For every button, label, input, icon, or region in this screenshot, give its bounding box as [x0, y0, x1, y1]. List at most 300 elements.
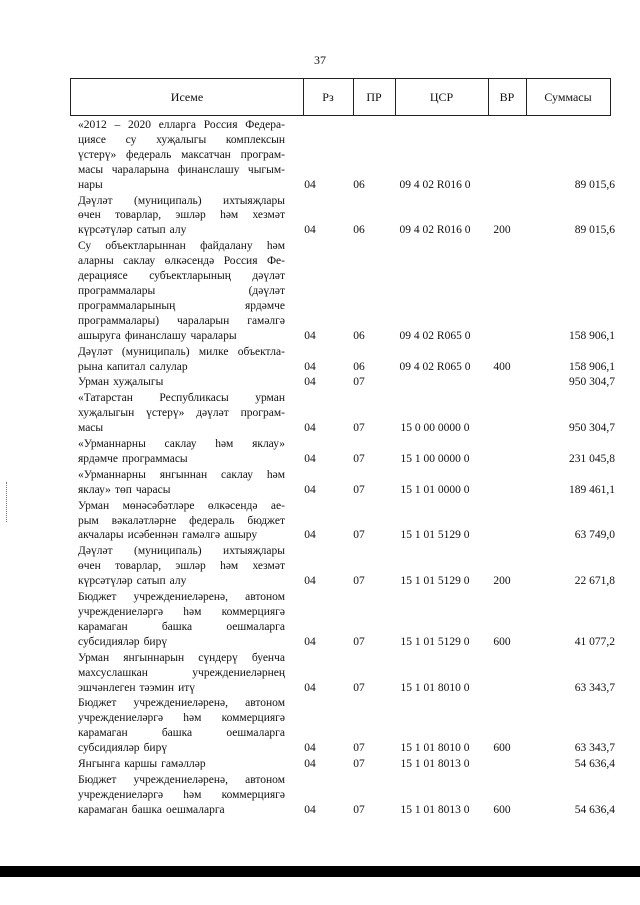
name-word: ихтыяҗлары — [223, 545, 285, 558]
name-word: Фе- — [266, 255, 285, 268]
name-word: һәм — [215, 438, 234, 451]
name-word: елларга — [158, 119, 196, 131]
row-pr: 07 — [353, 758, 365, 771]
name-word: һәм — [220, 209, 239, 222]
name-word: дәүләт — [252, 270, 285, 283]
row-name-line — [78, 421, 285, 436]
name-word: (муниципаль) — [121, 345, 190, 358]
row-name-line — [78, 544, 285, 559]
row-name — [70, 773, 285, 818]
row-sum: 54 636,4 — [574, 803, 615, 816]
row-name — [70, 696, 285, 756]
header-name: Исеме — [71, 79, 304, 115]
name-word: эшләр — [175, 560, 206, 573]
row-csr: 09 4 02 R065 0 — [399, 329, 471, 342]
row-csr: 15 1 01 8010 0 — [400, 742, 470, 755]
name-word: эшләр — [175, 209, 206, 222]
row-name — [70, 590, 285, 650]
row-name-line — [78, 666, 285, 681]
row-pr: 07 — [353, 422, 365, 435]
name-word: 2020 — [127, 119, 151, 131]
row-name-line — [78, 329, 285, 344]
name-word: саклау — [221, 468, 253, 481]
name-word: башка — [161, 620, 193, 633]
name-word: гамәлләр — [161, 758, 206, 771]
table-row — [70, 375, 615, 390]
table-row — [70, 239, 615, 343]
header-pr: ПР — [353, 79, 396, 115]
row-rz: 04 — [304, 681, 316, 694]
name-word: дәүләт — [196, 407, 229, 420]
name-word: күрсәтүләр — [78, 575, 133, 588]
row-name-line — [78, 590, 285, 605]
row-vr: 600 — [493, 635, 511, 648]
row-name — [70, 651, 285, 696]
row-name — [70, 239, 285, 343]
name-word: үстерү» — [146, 407, 185, 420]
row-name-line — [78, 696, 285, 711]
row-pr: 07 — [353, 681, 365, 694]
row-pr: 07 — [353, 803, 365, 816]
header-csr: ЦСР — [395, 79, 489, 115]
name-word: алу — [169, 224, 187, 237]
row-rz: 04 — [304, 803, 316, 816]
name-word: һәм — [183, 712, 202, 725]
name-word: чараларын — [176, 314, 230, 327]
name-word: программаларының — [78, 299, 176, 312]
name-word: Урман — [78, 376, 110, 389]
scan-mark — [6, 482, 9, 522]
row-name-line — [78, 284, 285, 299]
name-word: мөнәсәбәтләре — [122, 499, 195, 512]
name-word: чаралары — [190, 329, 237, 342]
row-pr: 07 — [353, 529, 365, 542]
name-word: ихтыяҗлары — [223, 194, 285, 207]
row-sum: 189 461,1 — [569, 483, 615, 496]
row-name — [70, 391, 285, 436]
table-row — [70, 499, 615, 544]
name-word: чараларына — [111, 163, 170, 176]
name-word: өчен — [78, 560, 101, 573]
name-word: (муниципаль) — [133, 194, 202, 207]
name-word: вәкаләтләрне — [111, 514, 177, 527]
name-word: гамәлгә — [247, 314, 285, 327]
row-name-line — [78, 635, 285, 650]
name-word: янгыннарын — [123, 651, 185, 664]
name-word: субсидияләр — [78, 635, 140, 648]
name-word: рына — [78, 360, 103, 373]
name-word: төп — [114, 483, 132, 496]
row-pr: 07 — [353, 742, 365, 755]
name-word: циясе — [78, 133, 106, 146]
table-row — [70, 194, 615, 239]
name-word: Урман — [78, 499, 110, 512]
row-csr: 15 1 00 0000 0 — [400, 452, 470, 465]
row-rz: 04 — [304, 422, 316, 435]
name-word: һәм — [220, 560, 239, 573]
name-word: бюджет — [247, 514, 285, 527]
name-word: су — [125, 133, 137, 146]
row-csr: 15 1 01 5129 0 — [400, 575, 470, 588]
name-word: автоном — [245, 773, 285, 786]
name-word: ярдәмче — [244, 299, 285, 312]
name-word: башка — [161, 727, 193, 740]
row-name-line — [78, 681, 285, 696]
name-word: Бюджет — [78, 697, 117, 710]
name-word: буенча — [251, 651, 285, 664]
row-vr: 600 — [493, 803, 511, 816]
table-row — [70, 118, 615, 193]
name-word: Дәүләт — [78, 545, 113, 558]
name-word: каршы — [124, 758, 158, 771]
name-word: программалары — [78, 284, 156, 297]
table-row — [70, 391, 615, 436]
row-vr: 600 — [493, 742, 511, 755]
header-vr: ВР — [488, 79, 527, 115]
name-word: исәбеннән — [127, 529, 179, 542]
name-word: хуҗалыгы — [113, 376, 164, 389]
row-name-line — [78, 483, 285, 498]
row-name-line — [78, 574, 285, 589]
row-rz: 04 — [304, 178, 316, 191]
table-row — [70, 345, 615, 375]
name-word: оешмаларга — [226, 620, 285, 633]
row-csr: 15 1 01 8013 0 — [400, 758, 470, 771]
name-word: (дәүләт — [248, 284, 285, 297]
row-name-line — [78, 726, 285, 741]
row-name — [70, 544, 285, 589]
row-name-line — [78, 163, 285, 178]
row-name — [70, 437, 285, 467]
name-word: товарлар, — [115, 560, 162, 573]
row-name-line — [78, 528, 285, 543]
row-name-line — [78, 223, 285, 238]
row-name-line — [78, 803, 285, 818]
name-word: яклау» — [252, 438, 285, 451]
row-name-line — [78, 757, 285, 772]
name-word: федераль — [189, 514, 235, 527]
row-name-line — [78, 514, 285, 529]
name-word: Россия — [223, 255, 258, 268]
row-sum: 63 343,7 — [574, 681, 615, 694]
row-csr: 09 4 02 R016 0 — [399, 178, 471, 191]
scan-border-bar — [0, 866, 640, 877]
row-csr: 09 4 02 R065 0 — [399, 360, 471, 373]
row-name-line — [78, 711, 285, 726]
name-word: өчен — [78, 209, 101, 222]
name-word: ашыру — [224, 529, 258, 542]
name-word: файдалану — [200, 240, 253, 253]
name-word: һәм — [183, 606, 202, 618]
name-word: ае- — [270, 499, 285, 512]
table-header — [70, 78, 611, 116]
row-name-line — [78, 239, 285, 254]
row-pr: 06 — [353, 178, 365, 191]
table-row — [70, 590, 615, 650]
name-word: карамаган — [78, 803, 128, 816]
name-word: салулар — [149, 360, 188, 373]
row-name-line — [78, 499, 285, 514]
row-name-line — [78, 299, 285, 314]
name-word: башка — [131, 803, 162, 816]
name-word: капитал — [106, 360, 146, 373]
table-row — [70, 544, 615, 589]
name-word: карамаган — [78, 727, 128, 740]
row-rz: 04 — [304, 529, 316, 542]
name-word: эшчәнлеген — [78, 681, 136, 694]
row-name — [70, 375, 285, 390]
row-name — [70, 118, 285, 193]
name-word: максатчан — [181, 148, 231, 161]
name-word: (муниципаль) — [133, 545, 202, 558]
name-word: аларны — [78, 255, 114, 268]
row-name-line — [78, 620, 285, 635]
name-word: һәм — [266, 240, 285, 253]
row-name-line — [78, 194, 285, 209]
row-rz: 04 — [304, 575, 316, 588]
name-word: янгыннан — [159, 468, 208, 481]
name-word: програм- — [240, 407, 285, 420]
row-pr: 06 — [353, 360, 365, 373]
row-rz: 04 — [304, 329, 316, 342]
row-name-line — [78, 269, 285, 284]
name-word: Урман — [78, 651, 110, 664]
name-word: сатып — [136, 575, 166, 588]
row-pr: 07 — [353, 452, 365, 465]
row-name-line — [78, 178, 285, 193]
name-word: учреждениеләренә, — [133, 591, 229, 604]
name-word: тәэмин — [139, 681, 175, 694]
row-vr: 400 — [493, 360, 511, 373]
name-word: дерациясе — [78, 270, 128, 283]
name-word: учреждениеләренә, — [133, 697, 229, 710]
row-vr: 200 — [493, 224, 511, 237]
name-word: хуҗалыгын — [78, 407, 135, 420]
row-csr: 15 1 01 5129 0 — [400, 529, 470, 542]
name-word: хезмәт — [252, 560, 285, 573]
name-word: күрсәтүләр — [78, 224, 133, 237]
row-csr: 09 4 02 R016 0 — [399, 224, 471, 237]
row-sum: 158 906,1 — [569, 360, 615, 373]
row-sum: 950 304,7 — [569, 376, 615, 389]
row-pr: 07 — [353, 635, 365, 648]
name-word: программасы — [122, 452, 188, 465]
name-word: һәм — [266, 468, 285, 481]
name-word: гамәлгә — [182, 529, 221, 542]
row-sum: 158 906,1 — [569, 329, 615, 342]
name-word: субъектларының — [149, 270, 231, 283]
row-csr: 15 1 01 0000 0 — [400, 483, 470, 496]
row-name — [70, 757, 285, 772]
name-word: ашыруга — [78, 329, 121, 342]
name-word: автоном — [245, 591, 285, 604]
row-vr: 200 — [493, 575, 511, 588]
name-word: оешмаларга — [165, 803, 225, 816]
name-word: финанслашу — [124, 329, 187, 342]
row-rz: 04 — [304, 376, 316, 389]
row-name-line — [78, 788, 285, 803]
row-name-line — [78, 148, 285, 163]
name-word: комплексын — [225, 133, 285, 146]
name-word: объектла- — [237, 345, 285, 358]
row-sum: 63 749,0 — [574, 529, 615, 542]
table-row — [70, 437, 615, 467]
row-name-line — [78, 773, 285, 788]
name-word: сатып — [136, 224, 166, 237]
name-word: федераль — [126, 148, 172, 161]
table-row — [70, 757, 615, 772]
table-row — [70, 651, 615, 696]
row-csr: 15 1 01 8010 0 — [400, 681, 470, 694]
row-name — [70, 194, 285, 239]
row-rz: 04 — [304, 452, 316, 465]
name-word: програм- — [240, 148, 285, 161]
row-name-line — [78, 391, 285, 406]
name-word: хезмәт — [252, 209, 285, 222]
row-rz: 04 — [304, 742, 316, 755]
row-name-line — [78, 741, 285, 756]
name-word: оешмаларга — [226, 727, 285, 740]
header-rz: Рз — [303, 79, 354, 115]
row-rz: 04 — [304, 758, 316, 771]
row-name-line — [78, 559, 285, 574]
row-name — [70, 499, 285, 544]
name-word: учреждениеләренә, — [133, 773, 229, 786]
name-word: рым — [78, 514, 99, 527]
row-name — [70, 345, 285, 375]
name-word: учреждениеләргә — [78, 788, 164, 801]
name-word: автоном — [245, 697, 285, 710]
row-name-line — [78, 375, 285, 390]
row-name-line — [78, 437, 285, 452]
row-name-line — [78, 133, 285, 148]
row-name-line — [78, 345, 285, 360]
row-name-line — [78, 254, 285, 269]
name-word: учреждениеләргә — [78, 606, 164, 618]
row-csr: 15 1 01 8013 0 — [400, 803, 470, 816]
row-csr: 15 1 01 5129 0 — [400, 635, 470, 648]
name-word: карамаган — [78, 620, 128, 633]
row-sum: 89 015,6 — [574, 224, 615, 237]
name-word: масы — [78, 163, 104, 176]
name-word: Су — [78, 240, 92, 253]
row-sum: 950 304,7 — [569, 422, 615, 435]
name-word: милке — [198, 345, 229, 358]
row-pr: 07 — [353, 376, 365, 389]
name-word: махсуслашкан — [78, 666, 148, 679]
name-word: саклау — [164, 438, 197, 451]
name-word: – — [114, 119, 121, 131]
table-row — [70, 696, 615, 756]
row-sum: 231 045,8 — [569, 452, 615, 465]
name-word: финанслашу — [177, 163, 240, 176]
name-word: саклау — [123, 255, 156, 268]
row-sum: 63 343,7 — [574, 742, 615, 755]
row-rz: 04 — [304, 483, 316, 496]
name-word: Республикасы — [159, 392, 229, 405]
row-sum: 41 077,2 — [574, 635, 615, 648]
name-word: ярдәмче — [78, 452, 119, 465]
row-sum: 89 015,6 — [574, 178, 615, 191]
name-word: учреждениеләрнең — [192, 666, 285, 679]
name-word: нары — [78, 178, 103, 191]
name-word: товарлар, — [115, 209, 162, 222]
name-word: Бюджет — [78, 591, 117, 604]
name-word: «Урманнарны — [78, 468, 146, 481]
row-sum: 22 671,8 — [574, 575, 615, 588]
name-word: алу — [169, 575, 187, 588]
name-word: яклау» — [78, 483, 111, 496]
name-word: өлкәсендә — [164, 255, 215, 268]
row-pr: 07 — [353, 483, 365, 496]
name-word: Дәүләт — [78, 345, 113, 358]
row-rz: 04 — [304, 224, 316, 237]
name-word: коммерциягә — [221, 788, 285, 801]
name-word: субсидияләр — [78, 742, 140, 755]
row-name-line — [78, 406, 285, 421]
name-word: бирү — [143, 635, 168, 648]
row-name — [70, 468, 285, 498]
name-word: программалары) — [78, 314, 160, 327]
row-rz: 04 — [304, 635, 316, 648]
name-word: коммерциягә — [221, 606, 285, 618]
name-word: үстерү» — [78, 148, 117, 161]
name-word: «Татарстан — [78, 392, 133, 405]
name-word: урман — [255, 392, 285, 405]
name-word: бирү — [143, 742, 168, 755]
name-word: Бюджет — [78, 773, 117, 786]
name-word: Россия — [203, 119, 238, 131]
row-sum: 54 636,4 — [574, 758, 615, 771]
row-name-line — [78, 605, 285, 620]
row-name-line — [78, 208, 285, 223]
row-name-line — [78, 314, 285, 329]
name-word: Янгынга — [78, 758, 121, 771]
name-word: коммерциягә — [221, 712, 285, 725]
row-name-line — [78, 651, 285, 666]
name-word: объектларыннан — [105, 240, 186, 253]
name-word: «Урманнарны — [78, 438, 146, 451]
table-body — [70, 118, 615, 819]
name-word: итү — [178, 681, 195, 694]
name-word: чыгым- — [247, 163, 285, 176]
table-row — [70, 468, 615, 498]
name-word: чарасы — [135, 483, 171, 496]
page-number: 37 — [314, 53, 326, 67]
name-word: хуҗалыгы — [156, 133, 207, 146]
name-word: масы — [78, 422, 104, 435]
row-pr: 06 — [353, 329, 365, 342]
row-csr: 15 0 00 0000 0 — [400, 422, 470, 435]
name-word: Дәүләт — [78, 194, 113, 207]
row-name-line — [78, 468, 285, 483]
row-pr: 07 — [353, 575, 365, 588]
name-word: сүндерү — [198, 651, 238, 664]
table-row — [70, 773, 615, 818]
row-pr: 06 — [353, 224, 365, 237]
name-word: акчалары — [78, 529, 124, 542]
row-name-line — [78, 118, 285, 133]
name-word: Федера- — [245, 119, 285, 131]
name-word: өлкәсендә — [207, 499, 258, 512]
name-word: учреждениеләргә — [78, 712, 164, 725]
header-sum: Суммасы — [544, 90, 592, 104]
name-word: «2012 — [78, 119, 107, 131]
row-rz: 04 — [304, 360, 316, 373]
row-name-line — [78, 452, 285, 467]
row-name-line — [78, 360, 285, 375]
name-word: һәм — [183, 788, 202, 801]
